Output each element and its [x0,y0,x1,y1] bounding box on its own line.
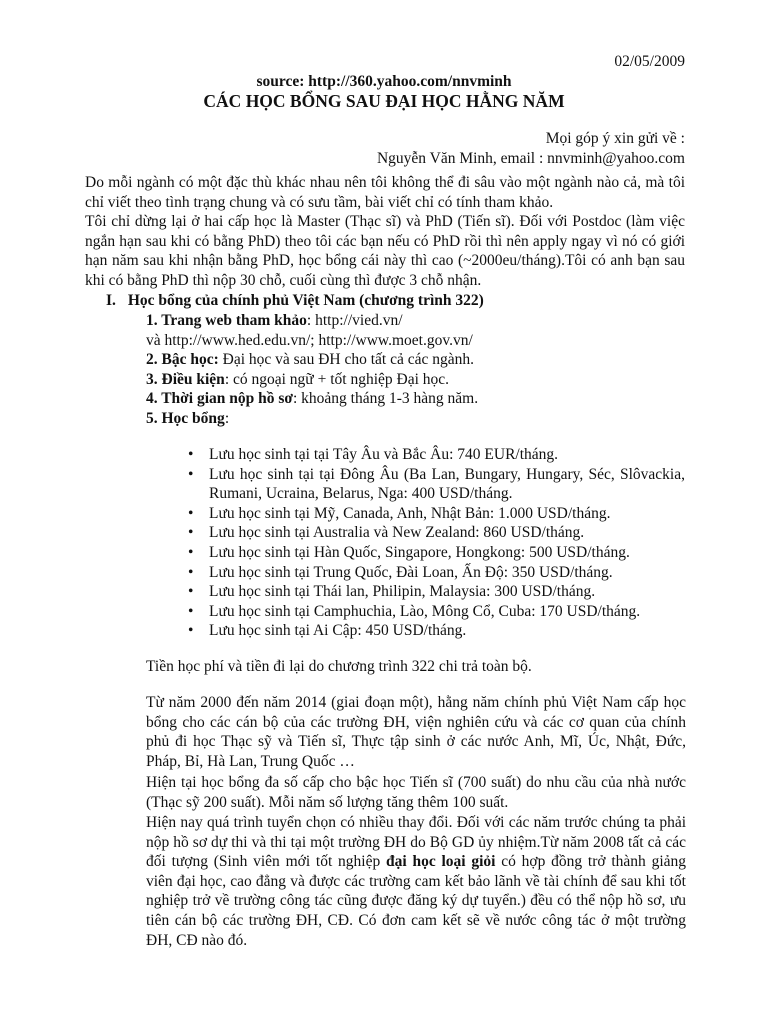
intro-paragraph: Do mỗi ngành có một đặc thù khác nhau nên tôi không thể đi sâu vào một ngành nào cả, mà tôi chỉ viết theo tình trạng chung và có sưu tầm, bài viết chỉ có tính tham khảo. [85,174,685,211]
list-item: • Lưu học sinh tại Australia và New Zealand: 860 USD/tháng. [185,523,685,543]
info-value: Đại học và sau ĐH cho tất cả các ngành. [218,351,474,369]
body-paragraph: Từ năm 2000 đến năm 2014 (giai đoạn một), hằng năm chính phủ Việt Nam cấp học bổng cho các cán bộ của các trường ĐH, viện nghiên cứu và các cơ quan của chính phủ đi học Thạc sỹ và Tiến sĩ, Thực tập sinh ở các nước Anh, Mĩ, Úc, Nhật, Đức, Pháp, Bỉ, Hà Lan, Trung Quốc … [146,694,686,770]
list-item: • Lưu học sinh tại Ai Cập: 450 USD/tháng. [185,621,685,641]
body-text-bold: đại học loại giỏi [386,853,496,871]
list-item: • Lưu học sinh tại tại Đông Âu (Ba Lan, Bungary, Hungary, Séc, Slôvackia, Rumani, Ucraina, Belarus, Nga: 400 USD/tháng. [185,465,685,504]
info-item-scholarship [146,409,686,429]
info-label: 3. Điều kiện [146,370,225,388]
info-label: 4. Thời gian nộp hồ sơ [146,390,293,408]
info-item-website [146,311,686,331]
scholarship-list [185,445,685,641]
info-value: : có ngoại ngữ + tốt nghiệp Đại học. [224,370,450,388]
body-paragraph: Tiền học phí và tiền đi lại do chương trình 322 chi trả toàn bộ. [146,658,532,675]
document-title: CÁC HỌC BỔNG SAU ĐẠI HỌC HẰNG NĂM [203,91,565,111]
section-title: Học bổng của chính phủ Việt Nam (chương trình 322) [127,292,484,309]
info-item-level [146,350,686,370]
info-value: : http://vied.vn/ [306,312,403,329]
document-date: 02/05/2009 [614,53,685,70]
info-list [146,311,686,429]
info-item-website-more: và http://www.hed.edu.vn/; http://www.moet.gov.vn/ [146,331,473,349]
list-item: • Lưu học sinh tại Thái lan, Philipin, Malaysia: 300 USD/tháng. [185,582,685,602]
info-label: 1. Trang web tham khảo [146,312,307,329]
info-label: 5. Học bổng [146,409,225,427]
list-item: • Lưu học sinh tại Trung Quốc, Đài Loan, Ấn Độ: 350 USD/tháng. [185,563,685,583]
list-item: • Lưu học sinh tại tại Tây Âu và Bắc Âu: 740 EUR/tháng. [185,445,685,465]
section-heading [106,291,484,311]
contact-author: Nguyễn Văn Minh, email : nnvminh@yahoo.com [376,149,685,167]
body-paragraph: Hiện tại học bổng đa số cấp cho bậc học Tiến sĩ (700 suất) do nhu cầu của nhà nước (Thạc sỹ 200 suất). Mỗi năm số lượng tăng thêm 100 suất. [146,774,686,811]
list-item: • Lưu học sinh tại Hàn Quốc, Singapore, Hongkong: 500 USD/tháng. [185,543,685,563]
info-value: : [224,409,230,427]
body-text: có hợp đồng trở thành giảng viên đại học, cao đẳng và được các trường cam kết bảo lãnh về tài chính để sau khi tốt nghiệp trở về trường công tác cũng được đăng ký dự tuyển.) đều có thể nộp hồ sơ, ưu tiên cán bộ các trường ĐH, CĐ. Có đơn cam kết sẽ về nước công tác ở một trường ĐH, CĐ nào đó. [146,853,687,949]
info-value: : khoảng tháng 1-3 hàng năm. [292,390,479,408]
body-paragraph [146,813,686,950]
info-item-condition [146,370,686,390]
body-text: Hiện nay quá trình tuyển chọn có nhiều thay đổi. Đối với các năm trước chúng ta phải nộp hồ sơ dự thi và thi tại một trường ĐH do Bộ GD ủy nhiệm.Từ năm 2008 tất cả các đối tượng (Sinh viên mới tốt nghiệp [146,814,686,871]
info-label: 2. Bậc học: [146,351,219,369]
intro-paragraph: Tôi chỉ dừng lại ở hai cấp học là Master (Thạc sĩ) và PhD (Tiến sĩ). Đối với Postdoc (làm việc ngắn hạn sau khi có bằng PhD) theo tôi các bạn nếu có PhD rồi thì nên apply ngay vì nó có giới hạn năm sau khi nhận bằng PhD, học bổng cái này thì cao (~2000eu/tháng).Tôi có anh bạn sau khi có bằng PhD thì nộp 30 chỗ, cuối cùng thì được 3 chỗ nhận. [85,213,685,289]
contact-block [377,129,685,168]
list-item: • Lưu học sinh tại Camphuchia, Lào, Mông Cổ, Cuba: 170 USD/tháng. [185,602,685,622]
list-item: • Lưu học sinh tại Mỹ, Canada, Anh, Nhật Bản: 1.000 USD/tháng. [185,504,685,524]
info-item-deadline [146,389,686,409]
contact-note: Mọi góp ý xin gửi về : [545,130,685,147]
section-number: I. [106,292,116,309]
intro-block [85,173,685,291]
source-line: source: http://360.yahoo.com/nnvminh [256,73,512,90]
